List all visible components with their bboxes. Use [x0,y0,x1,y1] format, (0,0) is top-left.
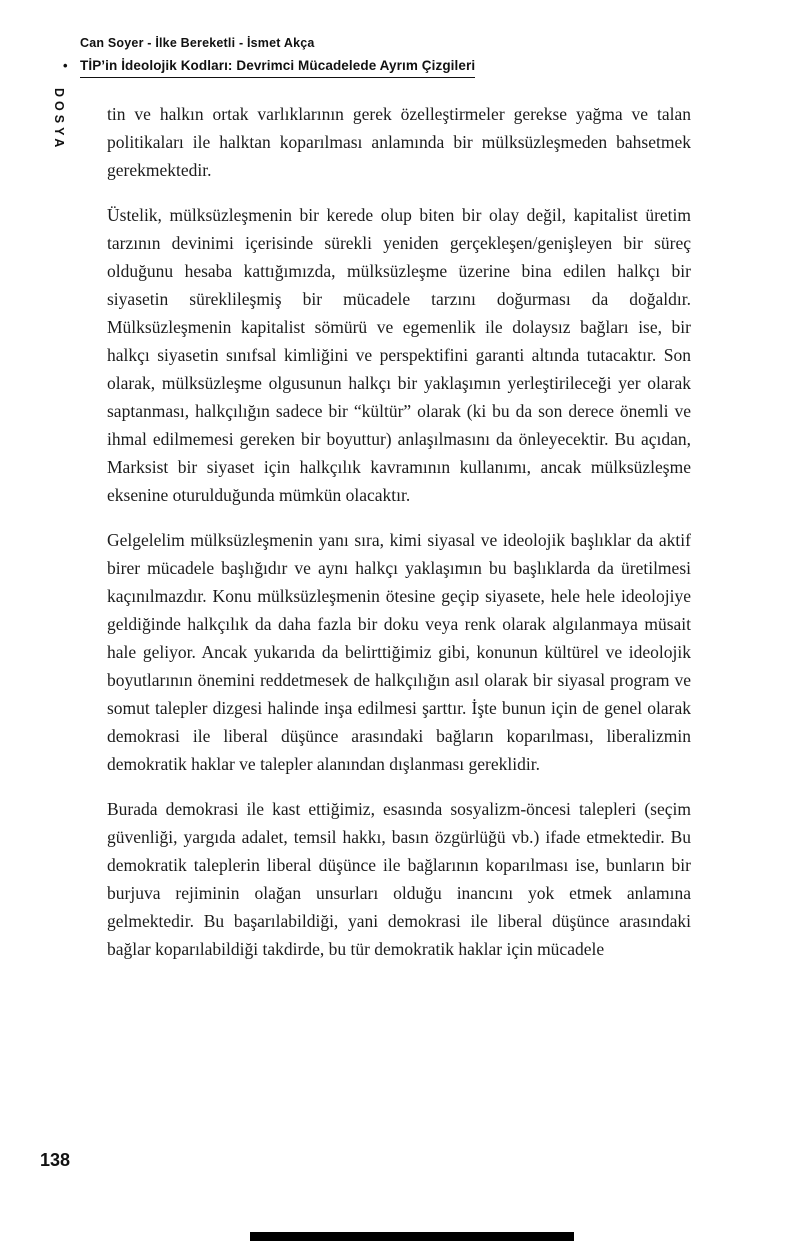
section-label-dosya: DOSYA [52,88,66,152]
header-title-row [63,58,718,78]
paragraph: Burada demokrasi ile kast ettiğimiz, esasında sosyalizm-öncesi talepleri (seçim güvenliği, yargıda adalet, temsil hakkı, basın özgürlüğü vb.) ifade etmektedir. Bu demokratik taleplerin liberal düşünce ile bağlarının koparılması ise, bunların bir burjuva rejiminin olağan unsurları olduğu inancını yok etmek anlamına gelmektedir. Bu başarılabildiği, yani demokrasi ile liberal düşünce arasındaki bağlar koparılabildiği takdirde, bu tür demokratik haklar için mücadele [107,799,691,959]
header-title: TİP’in İdeolojik Kodları: Devrimci Mücadelede Ayrım Çizgileri [80,58,475,78]
paragraph: Gelgelelim mülksüzleşmenin yanı sıra, kimi siyasal ve ideolojik başlıklar da aktif birer mücadele başlığıdır ve aynı halkçı yaklaşımın bu başlıklarda da üretilmesi kaçınılmazdır. Konu mülksüzleşmenin ötesine geçip siyasete, hele hele ideolojiye geldiğinde halkçılık da daha fazla bir doku veya renk olarak algılanmaya müsait hale geliyor. Ancak yukarıda da belirttiğimiz gibi, konunun kültürel ve ideolojik boyutlarının önemini reddetmesek de halkçılığın asıl olarak bir siyasal program ve somut talepler dizgesi halinde inşa edilmesi şarttır. İşte bunun için de genel olarak demokrasi ile liberal düşünce arasındaki bağların koparılması, liberalizmin demokratik haklar ve talepler alanından dışlanması gereklidir. [107,530,691,774]
page-number: 138 [40,1150,71,1170]
bullet-icon: • [63,58,68,73]
paragraph: tin ve halkın ortak varlıklarının gerek özelleştirmeler gerekse yağma ve talan politikaları ile halktan koparılması anlamında bir mülksüzleşmeden bahsetmek gerekmektedir. [107,104,691,180]
header-authors: Can Soyer - İlke Bereketli - İsmet Akça [80,36,315,50]
page-body [107,100,691,980]
page-header [63,36,718,78]
paragraph: Üstelik, mülksüzleşmenin bir kerede olup biten bir olay değil, kapitalist üretim tarzının devinimi içerisinde sürekli yeniden gerçekleşen/genişleyen bir süreç olduğunu hesaba kattığımızda, mülksüzleşme üzerine bina edilen halkçı bir siyasetin süreklileşmiş bir mücadele tarzını doğurması da doğaldır. Mülksüzleşmenin kapitalist sömürü ve egemenlik ile dolaysız bağları ise, bir halkçı siyasetin sınıfsal kimliğini ve perspektifini garanti altında tutacaktır. Son olarak, mülksüzleşme olgusunun halkçı bir yaklaşımın yerleştirileceği yer olarak saptanması, halkçılığın sadece bir “kültür” olarak (ki bu da son derece önemli ve ihmal edilmemesi gereken bir boyuttur) anlaşılmasını da önleyecektir. Bu açıdan, Marksist bir siyaset için halkçılık kavramının kullanımı, ancak mülksüzleşme eksenine oturulduğunda mümkün olacaktır. [107,205,691,505]
footer-decoration-bar [250,1232,574,1241]
